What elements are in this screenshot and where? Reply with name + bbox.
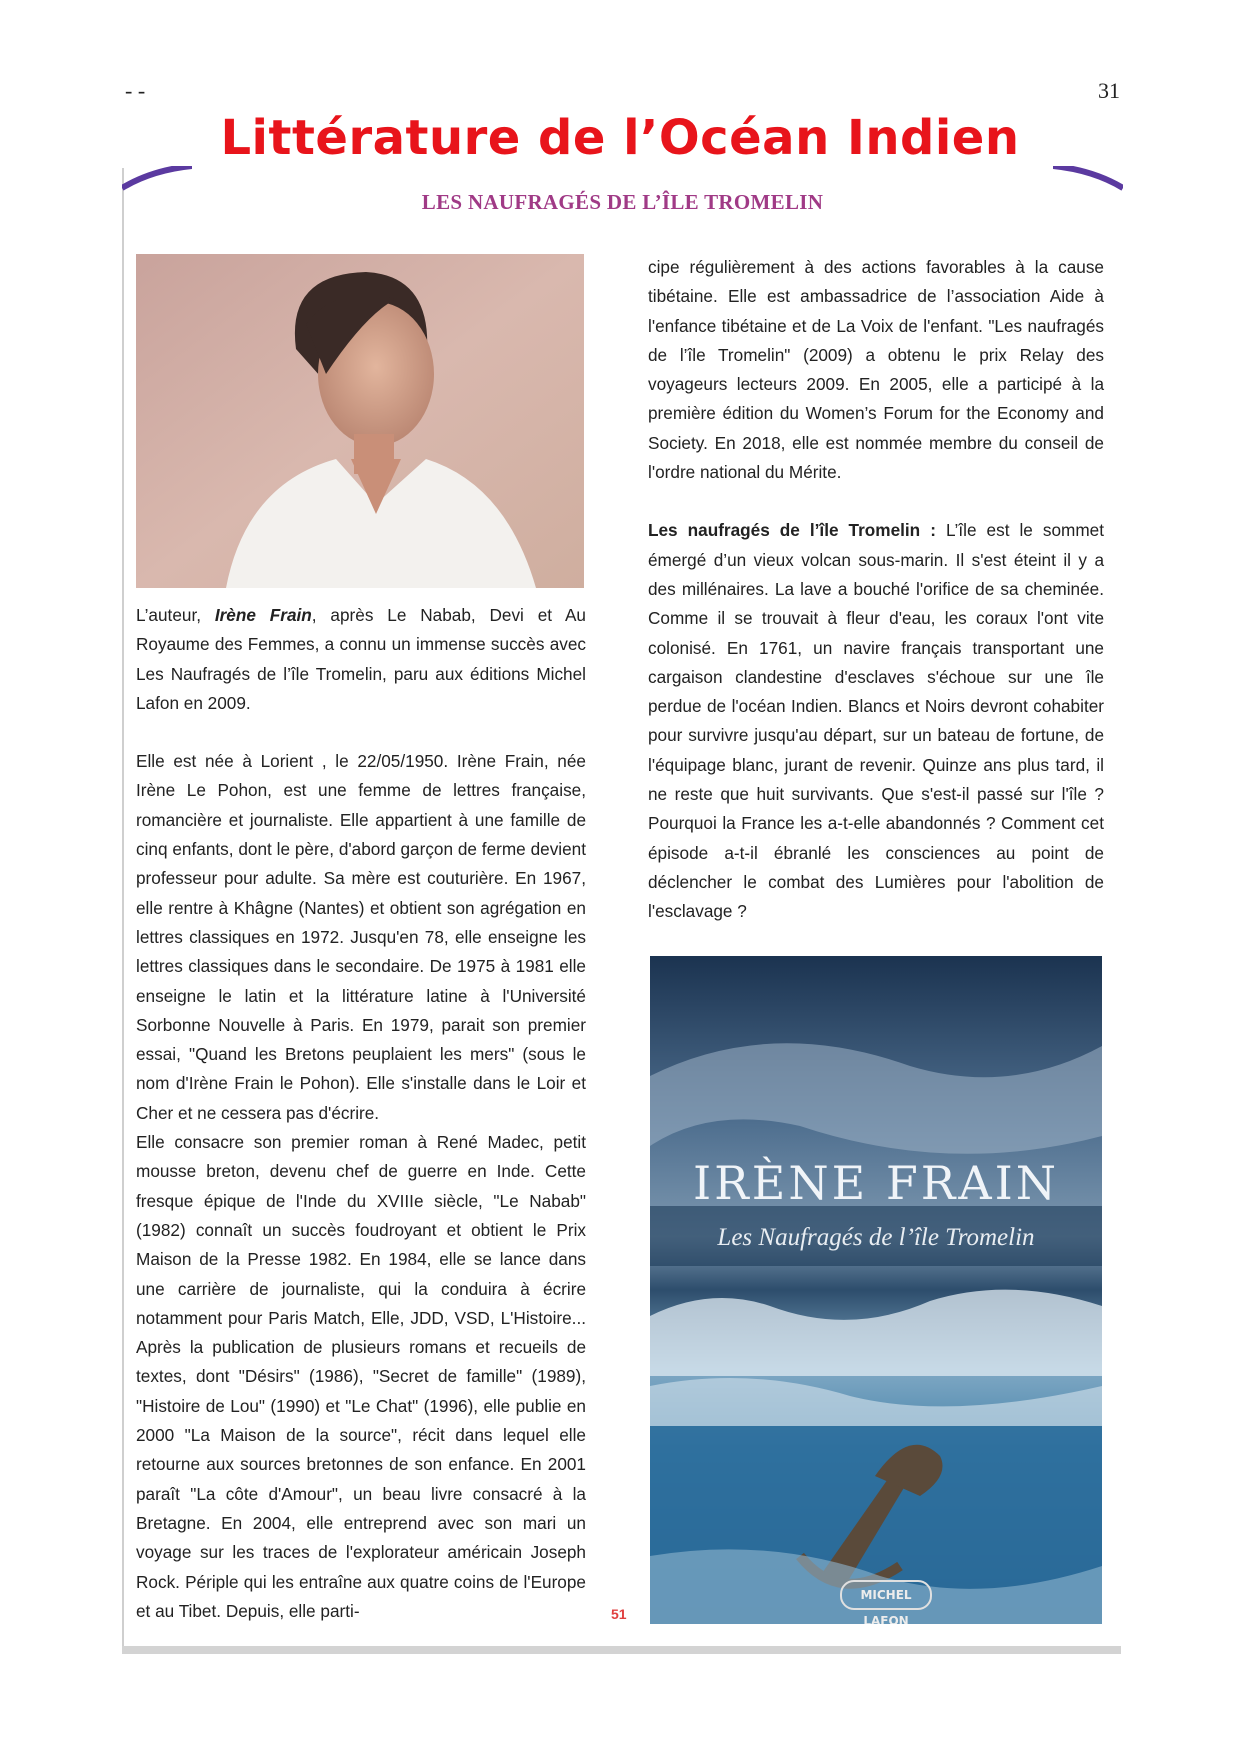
header-left-mark: - - <box>125 78 146 103</box>
magazine-scan <box>122 168 1121 1648</box>
paragraph-book-summary <box>648 516 1104 926</box>
left-column <box>136 601 586 1626</box>
author-name: Irène Frain <box>214 605 312 625</box>
right-column <box>648 253 1104 927</box>
corner-swoosh-right <box>1053 166 1123 192</box>
book-summary-text: L’île est le sommet émergé d’un vieux volcan sous-marin. Il s'est éteint il y a des millénaires. La lave a bouché l'orifice de sa cheminée. Comme il se trouvait à fleur d'eau, les coraux l'ont vite colonisé. En 1761, un navire français transportant une cargaison clandestine d'esclaves s'échoue sur une île perdue de l'océan Indien. Blancs et Noirs devront cohabiter pour survivre jusqu'au départ, sur un bateau de fortune, de l'équipage blanc, jurant de revenir. Quinze ans plus tard, il ne reste que huit survivants. Que s'est-il passé sur l'île ? Pourquoi la France les a-t-elle abandonnés ? Comment cet épisode a-t-il ébranlé les consciences au point de déclencher le combat des Lumières pour l'abolition de l'esclavage ? <box>648 520 1104 922</box>
intro-start: L’auteur, <box>136 605 215 625</box>
publisher-logo: MICHEL LAFON <box>840 1580 932 1610</box>
intro-rest: , après Le Nabab, Devi et Au Royaume des Femmes, a connu un immense succès avec Les Naufragés de l’île Tromelin, paru aux éditions Michel Lafon en 2009. <box>136 605 586 713</box>
paragraph-biography: Elle est née à Lorient , le 22/05/1950. Irène Frain, née Irène Le Pohon, est une femme de lettres française, romancière et journaliste. Elle appartient à une famille de cinq enfants, dont le père, d'abord garçon de ferme devient professeur pour adulte. Sa mère est couturière. En 1967, elle rentre à Khâgne (Nantes) et obtient son agrégation en lettres classiques en 1972. Jusqu'en 78, elle enseigne les lettres classiques dans le secondaire. De 1975 à 1981 elle enseigne le latin et la littérature latine à l'Université Sorbonne Nouvelle à Paris. En 1979, parait son premier essai, "Quand les Bretons peuplaient les mers" (sous le nom d'Irène Frain le Pohon). Elle s'installe dans le Loir et Cher et ne cessera pas d'écrire. <box>136 751 586 1123</box>
page-number: 31 <box>1098 78 1120 103</box>
article-title: LES NAUFRAGÉS DE L’ÎLE TROMELIN <box>421 190 824 214</box>
cover-title: Les Naufragés de l’île Tromelin <box>717 1224 1035 1251</box>
cover-author: IRÈNE FRAIN <box>692 1156 1060 1210</box>
author-photo <box>136 254 584 588</box>
corner-swoosh-left <box>122 166 192 192</box>
paragraph-engagements: cipe régulièrement à des actions favorables à la cause tibétaine. Elle est ambassadrice de l’association Aide à l'enfance tibétaine et de La Voix de l'enfant. "Les naufragés de l’île Tromelin" (2009) a obtenu le prix Relay des voyageurs lecteurs 2009. En 2005, elle a participé à la première édition du Women’s Forum for the Economy and Society. En 2018, elle est nommée membre du conseil de l'ordre national du Mérite. <box>648 257 1104 483</box>
main-title: Littérature de l’Océan Indien <box>220 110 1020 166</box>
book-cover <box>650 956 1102 1624</box>
paragraph-career: Elle consacre son premier roman à René Madec, petit mousse breton, devenu chef de guerre en Inde. Cette fresque épique de l'Inde du XVIIIe siècle, "Le Nabab" (1982) connaît un succès foudroyant et obtient le Prix Maison de la Presse 1982. En 1984, elle se lance dans une carrière de journaliste, qui la conduira à écrire notamment pour Paris Match, Elle, JDD, VSD, L'Histoire... Après la publication de plusieurs romans et recueils de textes, dont "Désirs" (1986), "Secret de famille" (1989), "Histoire de Lou" (1990) et "Le Chat" (1996), elle publie en 2000 "La Maison de la source", récit dans lequel elle retourne aux sources bretonnes de son enfance. En 2001 paraît "La côte d'Amour", un beau livre consacré à la Bretagne. En 2004, elle entreprend avec son mari un voyage sur les traces de l'explorateur américain Joseph Rock. Périple qui les entraîne aux quatre coins de l'Europe et au Tibet. Depuis, elle parti- <box>136 1132 586 1621</box>
book-summary-heading: Les naufragés de l’île Tromelin : <box>648 520 936 541</box>
paragraph-intro <box>136 601 586 718</box>
scan-bottom-edge <box>122 1646 1121 1654</box>
magazine-page-number: 51 <box>611 1606 627 1622</box>
